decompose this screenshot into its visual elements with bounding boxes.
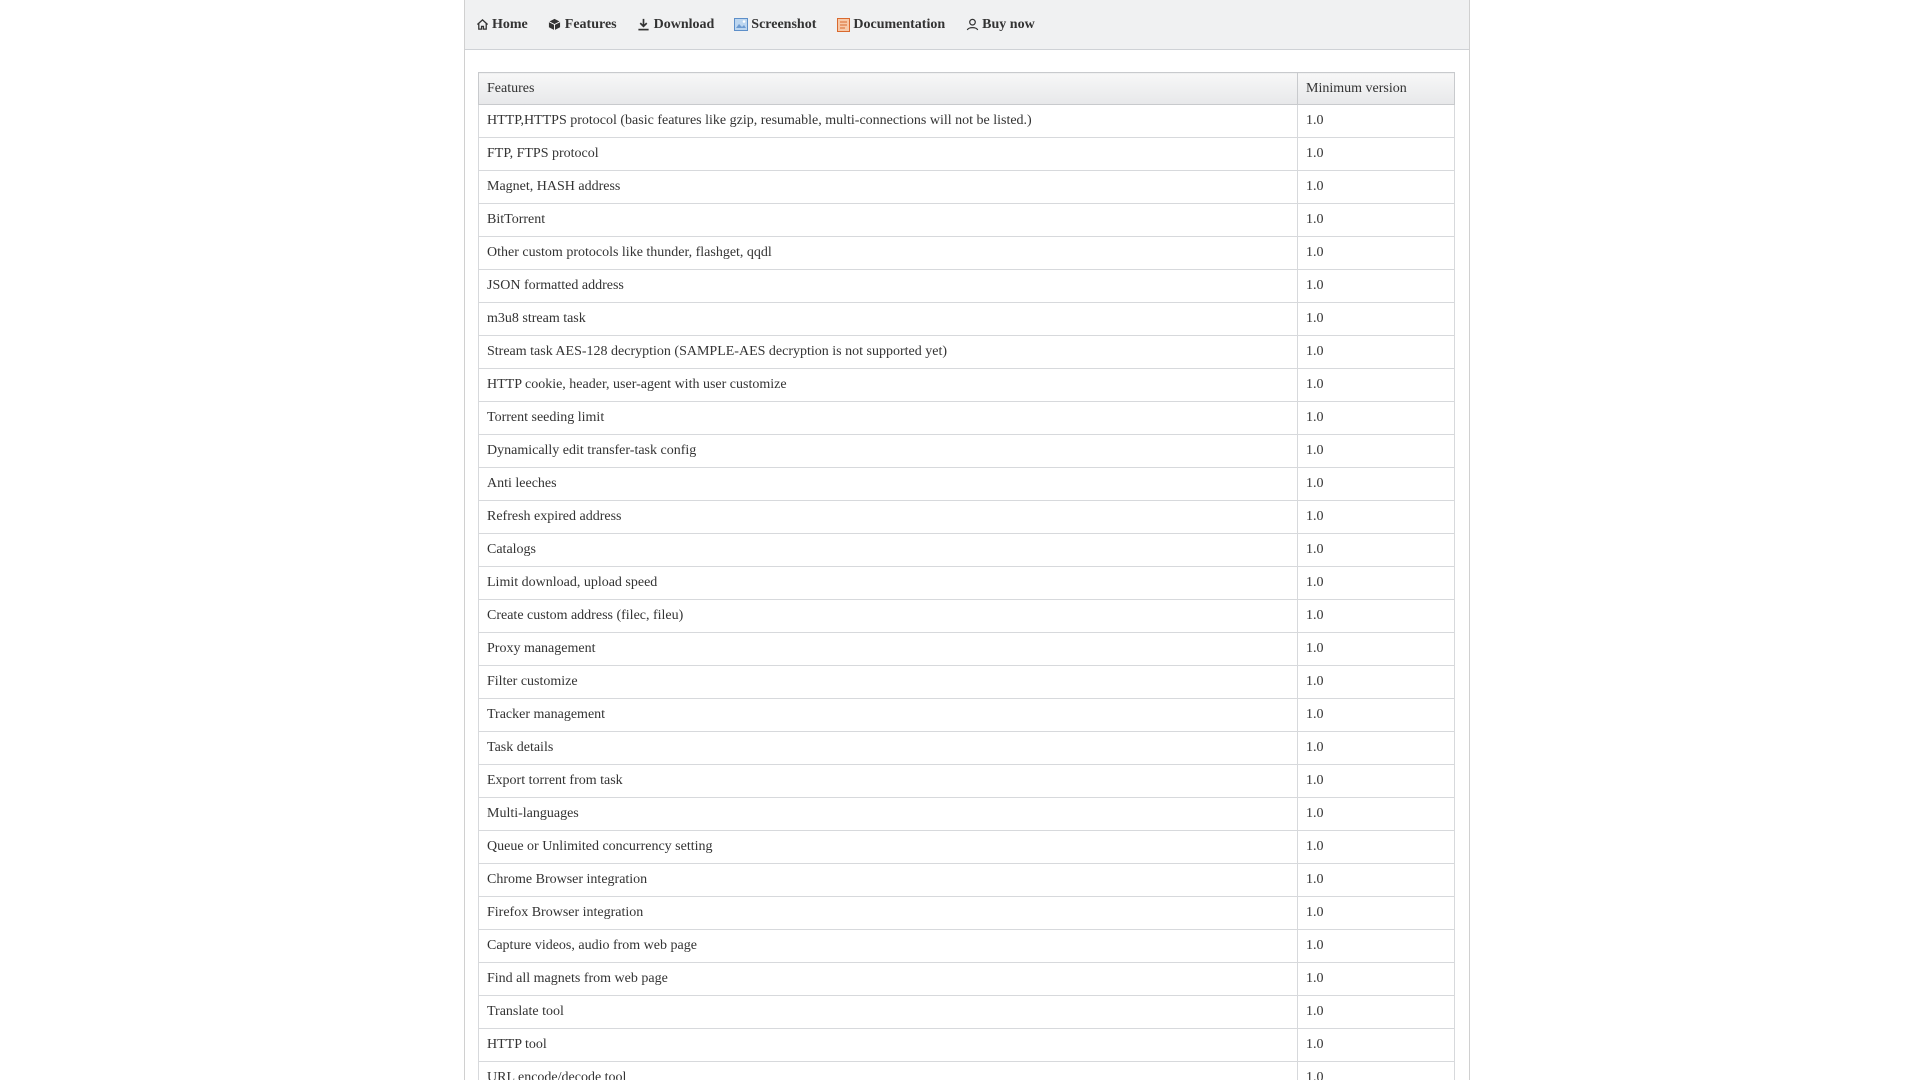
version-cell: 1.0 — [1298, 204, 1455, 237]
table-row — [479, 402, 1455, 435]
feature-cell: Magnet, HASH address — [479, 171, 1298, 204]
feature-cell: Firefox Browser integration — [479, 897, 1298, 930]
feature-cell: Multi-languages — [479, 798, 1298, 831]
version-cell: 1.0 — [1298, 699, 1455, 732]
table-row — [479, 930, 1455, 963]
version-cell: 1.0 — [1298, 402, 1455, 435]
table-row — [479, 633, 1455, 666]
table-row — [479, 138, 1455, 171]
feature-cell: Torrent seeding limit — [479, 402, 1298, 435]
version-cell: 1.0 — [1298, 534, 1455, 567]
table-row — [479, 270, 1455, 303]
table-header-row — [479, 73, 1455, 105]
version-cell: 1.0 — [1298, 468, 1455, 501]
feature-cell: Translate tool — [479, 996, 1298, 1029]
table-row — [479, 666, 1455, 699]
feature-cell: Catalogs — [479, 534, 1298, 567]
nav-download-link[interactable] — [637, 17, 715, 33]
table-row — [479, 963, 1455, 996]
table-row — [479, 336, 1455, 369]
nav-buy-now-link[interactable] — [965, 17, 1035, 33]
table-row — [479, 435, 1455, 468]
table-row — [479, 171, 1455, 204]
table-row — [479, 204, 1455, 237]
feature-cell: Other custom protocols like thunder, flashget, qqdl — [479, 237, 1298, 270]
table-row — [479, 468, 1455, 501]
version-cell: 1.0 — [1298, 765, 1455, 798]
table-row — [479, 1062, 1455, 1080]
feature-cell: Refresh expired address — [479, 501, 1298, 534]
feature-cell: Stream task AES-128 decryption (SAMPLE-AES decryption is not supported yet) — [479, 336, 1298, 369]
feature-cell: Export torrent from task — [479, 765, 1298, 798]
nav-screenshot-link[interactable] — [734, 17, 816, 33]
page-container — [464, 0, 1470, 1080]
feature-cell: HTTP tool — [479, 1029, 1298, 1062]
nav-documentation-label: Documentation — [853, 16, 946, 32]
table-row — [479, 237, 1455, 270]
version-cell: 1.0 — [1298, 105, 1455, 138]
feature-cell: Find all magnets from web page — [479, 963, 1298, 996]
feature-cell: Anti leeches — [479, 468, 1298, 501]
minimum-version-column-header: Minimum version — [1298, 73, 1455, 105]
feature-cell: Capture videos, audio from web page — [479, 930, 1298, 963]
nav-documentation-link[interactable] — [836, 17, 945, 33]
table-row — [479, 831, 1455, 864]
version-cell: 1.0 — [1298, 600, 1455, 633]
feature-cell: Queue or Unlimited concurrency setting — [479, 831, 1298, 864]
feature-cell: Dynamically edit transfer-task config — [479, 435, 1298, 468]
top-navigation — [465, 0, 1469, 50]
nav-home-label: Home — [492, 16, 528, 32]
table-row — [479, 600, 1455, 633]
version-cell: 1.0 — [1298, 303, 1455, 336]
version-cell: 1.0 — [1298, 831, 1455, 864]
version-cell: 1.0 — [1298, 633, 1455, 666]
version-cell: 1.0 — [1298, 336, 1455, 369]
feature-cell: Filter customize — [479, 666, 1298, 699]
image-icon — [734, 18, 748, 32]
version-cell: 1.0 — [1298, 798, 1455, 831]
nav-screenshot-label: Screenshot — [751, 16, 817, 32]
table-row — [479, 897, 1455, 930]
features-column-header: Features — [479, 73, 1298, 105]
version-cell: 1.0 — [1298, 1062, 1455, 1080]
feature-cell: Chrome Browser integration — [479, 864, 1298, 897]
version-cell: 1.0 — [1298, 732, 1455, 765]
table-row — [479, 567, 1455, 600]
features-table — [478, 72, 1455, 1080]
feature-cell: HTTP,HTTPS protocol (basic features like gzip, resumable, multi-connections will not be listed.) — [479, 105, 1298, 138]
feature-cell: HTTP cookie, header, user-agent with user customize — [479, 369, 1298, 402]
table-row — [479, 303, 1455, 336]
table-row — [479, 501, 1455, 534]
version-cell: 1.0 — [1298, 270, 1455, 303]
book-icon — [836, 18, 850, 32]
table-row — [479, 864, 1455, 897]
feature-cell: m3u8 stream task — [479, 303, 1298, 336]
table-row — [479, 996, 1455, 1029]
table-row — [479, 369, 1455, 402]
table-row — [479, 732, 1455, 765]
table-row — [479, 105, 1455, 138]
version-cell: 1.0 — [1298, 171, 1455, 204]
table-row — [479, 798, 1455, 831]
version-cell: 1.0 — [1298, 237, 1455, 270]
version-cell: 1.0 — [1298, 996, 1455, 1029]
feature-cell: Proxy management — [479, 633, 1298, 666]
table-row — [479, 765, 1455, 798]
feature-cell: URL encode/decode tool — [479, 1062, 1298, 1080]
nav-buy-now-label: Buy now — [982, 16, 1035, 32]
nav-download-label: Download — [653, 16, 715, 32]
version-cell: 1.0 — [1298, 567, 1455, 600]
version-cell: 1.0 — [1298, 501, 1455, 534]
feature-cell: Create custom address (filec, fileu) — [479, 600, 1298, 633]
version-cell: 1.0 — [1298, 369, 1455, 402]
version-cell: 1.0 — [1298, 435, 1455, 468]
features-table-body — [479, 105, 1455, 1080]
main-content — [465, 50, 1469, 1080]
nav-home-link[interactable] — [475, 17, 528, 33]
version-cell: 1.0 — [1298, 963, 1455, 996]
version-cell: 1.0 — [1298, 666, 1455, 699]
user-icon — [965, 18, 979, 32]
version-cell: 1.0 — [1298, 138, 1455, 171]
table-row — [479, 1029, 1455, 1062]
feature-cell: Task details — [479, 732, 1298, 765]
version-cell: 1.0 — [1298, 897, 1455, 930]
version-cell: 1.0 — [1298, 930, 1455, 963]
feature-cell: BitTorrent — [479, 204, 1298, 237]
table-row — [479, 534, 1455, 567]
version-cell: 1.0 — [1298, 1029, 1455, 1062]
nav-features-link[interactable] — [548, 17, 617, 33]
home-icon — [475, 18, 489, 32]
download-icon — [637, 18, 651, 32]
cube-icon — [548, 18, 562, 32]
nav-features-label: Features — [564, 16, 617, 32]
table-row — [479, 699, 1455, 732]
version-cell: 1.0 — [1298, 864, 1455, 897]
feature-cell: FTP, FTPS protocol — [479, 138, 1298, 171]
feature-cell: JSON formatted address — [479, 270, 1298, 303]
feature-cell: Tracker management — [479, 699, 1298, 732]
feature-cell: Limit download, upload speed — [479, 567, 1298, 600]
